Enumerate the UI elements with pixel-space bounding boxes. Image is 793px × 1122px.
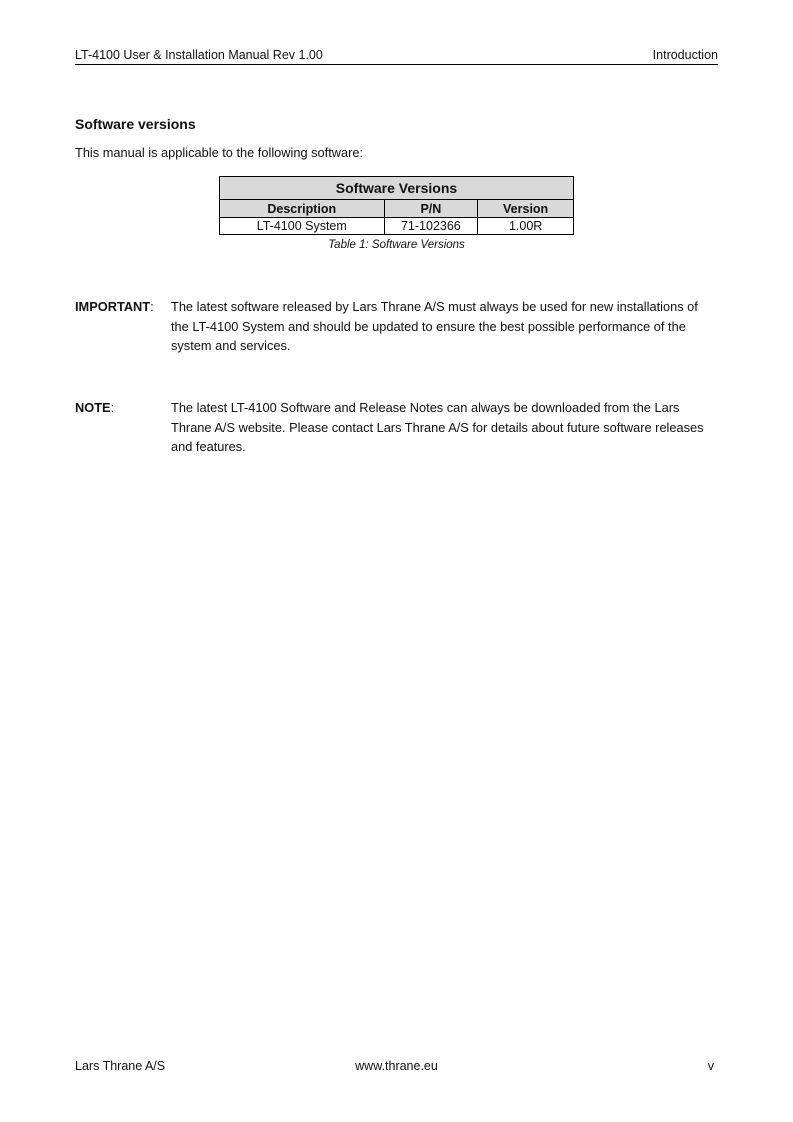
column-header-pn: P/N [384, 200, 478, 218]
important-label-colon: : [150, 299, 154, 314]
table-caption: Table 1: Software Versions [328, 239, 465, 251]
note-label-colon: : [110, 400, 115, 415]
page-header [75, 48, 718, 65]
intro-paragraph: This manual is applicable to the following software: [75, 145, 364, 160]
important-label [75, 297, 154, 317]
important-text: The latest software released by Lars Thrane A/S must always be used for new installations of the LT-4100 System and should be updated to ensure the best possible performance of the system and services. [171, 299, 698, 353]
note-label-text: NOTE [75, 400, 111, 415]
column-header-description: Description [220, 200, 385, 218]
important-label-text: IMPORTANT [75, 299, 151, 314]
important-notice [75, 297, 718, 357]
column-header-version: Version [478, 200, 574, 218]
table-row [220, 218, 574, 235]
cell-description: LT-4100 System [220, 218, 385, 235]
table-title: Software Versions [220, 177, 574, 200]
footer-company: Lars Thrane A/S [75, 1059, 166, 1073]
note-label [75, 398, 114, 418]
page-number: v [707, 1059, 714, 1073]
note-text: The latest LT-4100 Software and Release Notes can always be downloaded from the Lars Thrane A/S website. Please contact Lars Thrane A/S for details about future software releases and features. [171, 400, 704, 454]
software-versions-table [219, 176, 574, 235]
section-heading: Software versions [75, 116, 196, 132]
footer-website: www.thrane.eu [355, 1059, 438, 1073]
header-chapter-title: Introduction [652, 48, 718, 62]
page-footer [75, 1059, 718, 1075]
cell-version: 1.00R [478, 218, 574, 235]
header-document-title: LT-4100 User & Installation Manual Rev 1.00 [75, 48, 323, 62]
cell-pn: 71-102366 [384, 218, 478, 235]
note-notice [75, 398, 718, 458]
